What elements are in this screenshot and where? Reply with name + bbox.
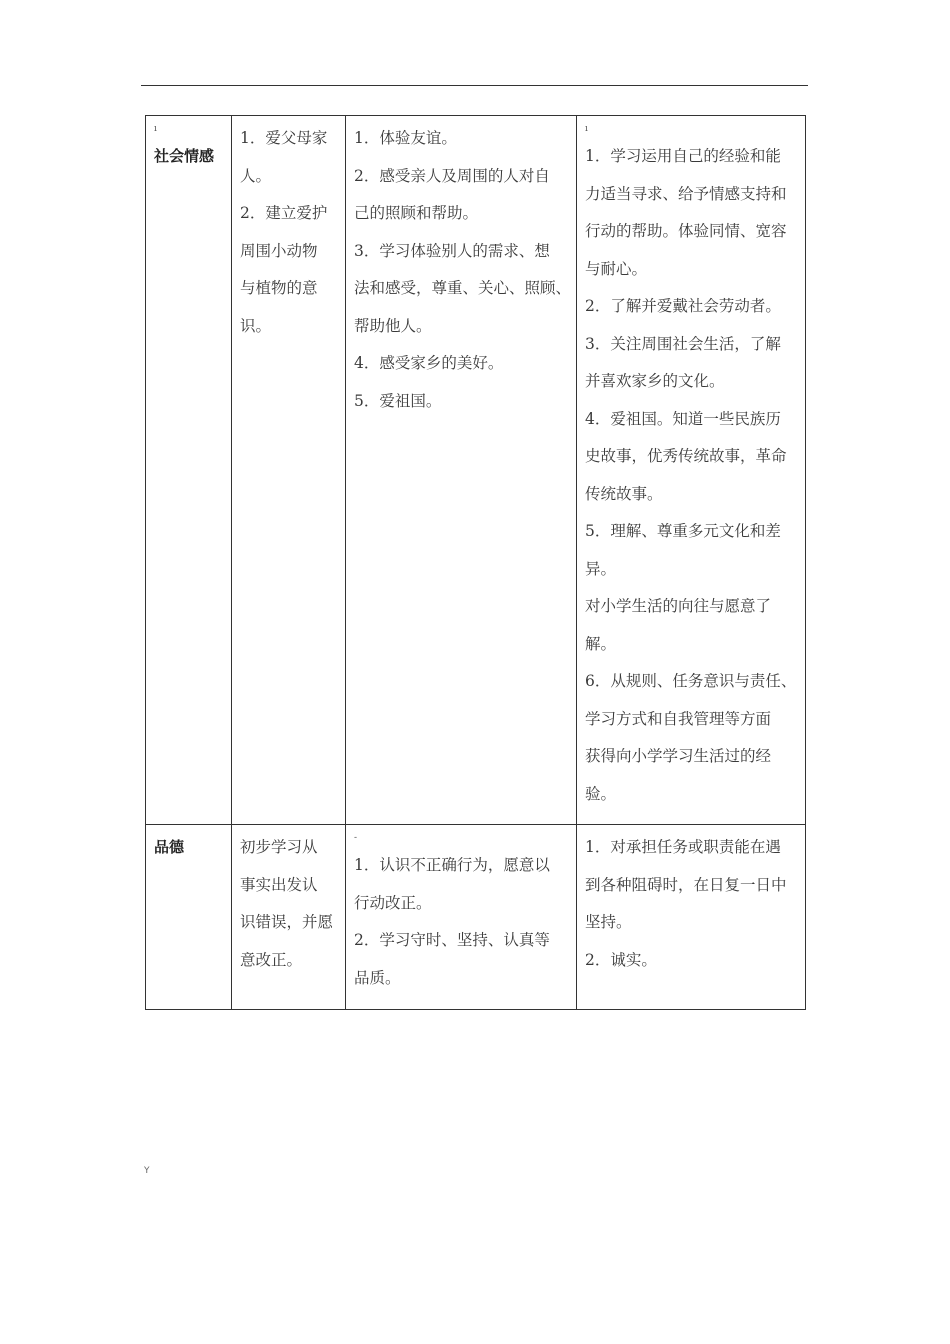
cell-text-line: 并喜欢家乡的文化。: [585, 372, 725, 390]
cell-text-line: 4．爱祖国。知道一些民族历: [585, 409, 781, 428]
cell-text-line: 3．学习体验别人的需求、想: [354, 241, 550, 260]
cell-col3: [346, 116, 577, 825]
cell-text-line: 初步学习从: [240, 838, 318, 856]
row-header: 社会情感: [154, 147, 215, 165]
cell-text-line: 意改正。: [240, 950, 303, 969]
cell-text-line: 史故事，优秀传统故事，革命: [585, 447, 787, 465]
cell-col2: [232, 116, 346, 825]
cell-text-line: 行动的帮助。体验同情、宽容: [585, 222, 787, 240]
cell-text-line: 2．感受亲人及周围的人对自: [354, 166, 550, 185]
cell-text-line: 传统故事。: [585, 484, 663, 503]
cell-text-line: 1．学习运用自己的经验和能: [585, 147, 781, 165]
cell-text-line: 行动改正。: [354, 893, 432, 912]
cell-col3: [346, 825, 577, 1010]
cell-text-line: 1．对承担任务或职责能在遇: [585, 838, 781, 856]
cell-text-line: 1．认识不正确行为，愿意以: [354, 856, 550, 874]
row-header: 品德: [154, 838, 185, 856]
cell-text-line: 坚持。: [585, 913, 632, 931]
cell-text-line: 学习方式和自我管理等方面: [585, 709, 772, 728]
row-header-cell: [146, 825, 232, 1010]
cell-text-line: 5．爱祖国。: [354, 391, 442, 410]
cell-text-line: 4．感受家乡的美好。: [354, 354, 504, 372]
cell-mark: ı: [154, 124, 157, 134]
cell-text-line: 力适当寻求、给予情感支持和: [585, 184, 787, 203]
cell-text-line: 1．爱父母家: [240, 129, 328, 147]
table-row: [146, 825, 806, 1010]
cell-text-line: 1．体验友谊。: [354, 129, 457, 147]
cell-text-line: 己的照顾和帮助。: [354, 204, 479, 222]
cell-text-line: 识错误，并愿: [240, 913, 334, 931]
cell-text-line: 获得向小学学习生活过的经: [585, 747, 772, 765]
cell-text-line: 2．建立爱护: [240, 204, 328, 222]
cell-text-line: 事实出发认: [240, 875, 318, 894]
cell-text-line: 2．学习守时、坚持、认真等: [354, 931, 550, 949]
content-table: [145, 115, 806, 1010]
cell-mark: -: [354, 833, 358, 843]
cell-text-line: 与植物的意: [240, 279, 318, 297]
cell-text-line: 人。: [240, 166, 272, 185]
cell-text-line: 识。: [240, 316, 272, 335]
cell-text-line: 2．诚实。: [585, 950, 657, 969]
cell-text-line: 2．了解并爱戴社会劳动者。: [585, 297, 781, 315]
cell-text-line: 对小学生活的向往与愿意了: [585, 597, 772, 615]
cell-col2: [232, 825, 346, 1010]
cell-text-line: 解。: [585, 634, 617, 653]
cell-mark: ı: [585, 124, 588, 134]
cell-text-line: 5．理解、尊重多元文化和差: [585, 522, 781, 540]
cell-text-line: 6．从规则、任务意识与责任、: [585, 672, 797, 690]
cell-text-line: 周围小动物: [240, 241, 318, 260]
cell-text-line: 验。: [585, 784, 617, 803]
cell-text-line: 帮助他人。: [354, 316, 432, 335]
row-header-cell: [146, 116, 232, 825]
cell-text-line: 法和感受，尊重、关心、照顾、: [354, 279, 572, 297]
table-row: [146, 116, 806, 825]
cell-text-line: 异。: [585, 559, 617, 578]
header-rule: [141, 85, 808, 86]
footer-mark: Y: [144, 1166, 150, 1176]
cell-col4: [577, 825, 806, 1010]
cell-text-line: 3．关注周围社会生活，了解: [585, 334, 781, 353]
cell-text-line: 品质。: [354, 968, 401, 987]
cell-text-line: 到各种阻碍时，在日复一日中: [585, 875, 787, 894]
cell-col4: [577, 116, 806, 825]
cell-text-line: 与耐心。: [585, 259, 648, 278]
